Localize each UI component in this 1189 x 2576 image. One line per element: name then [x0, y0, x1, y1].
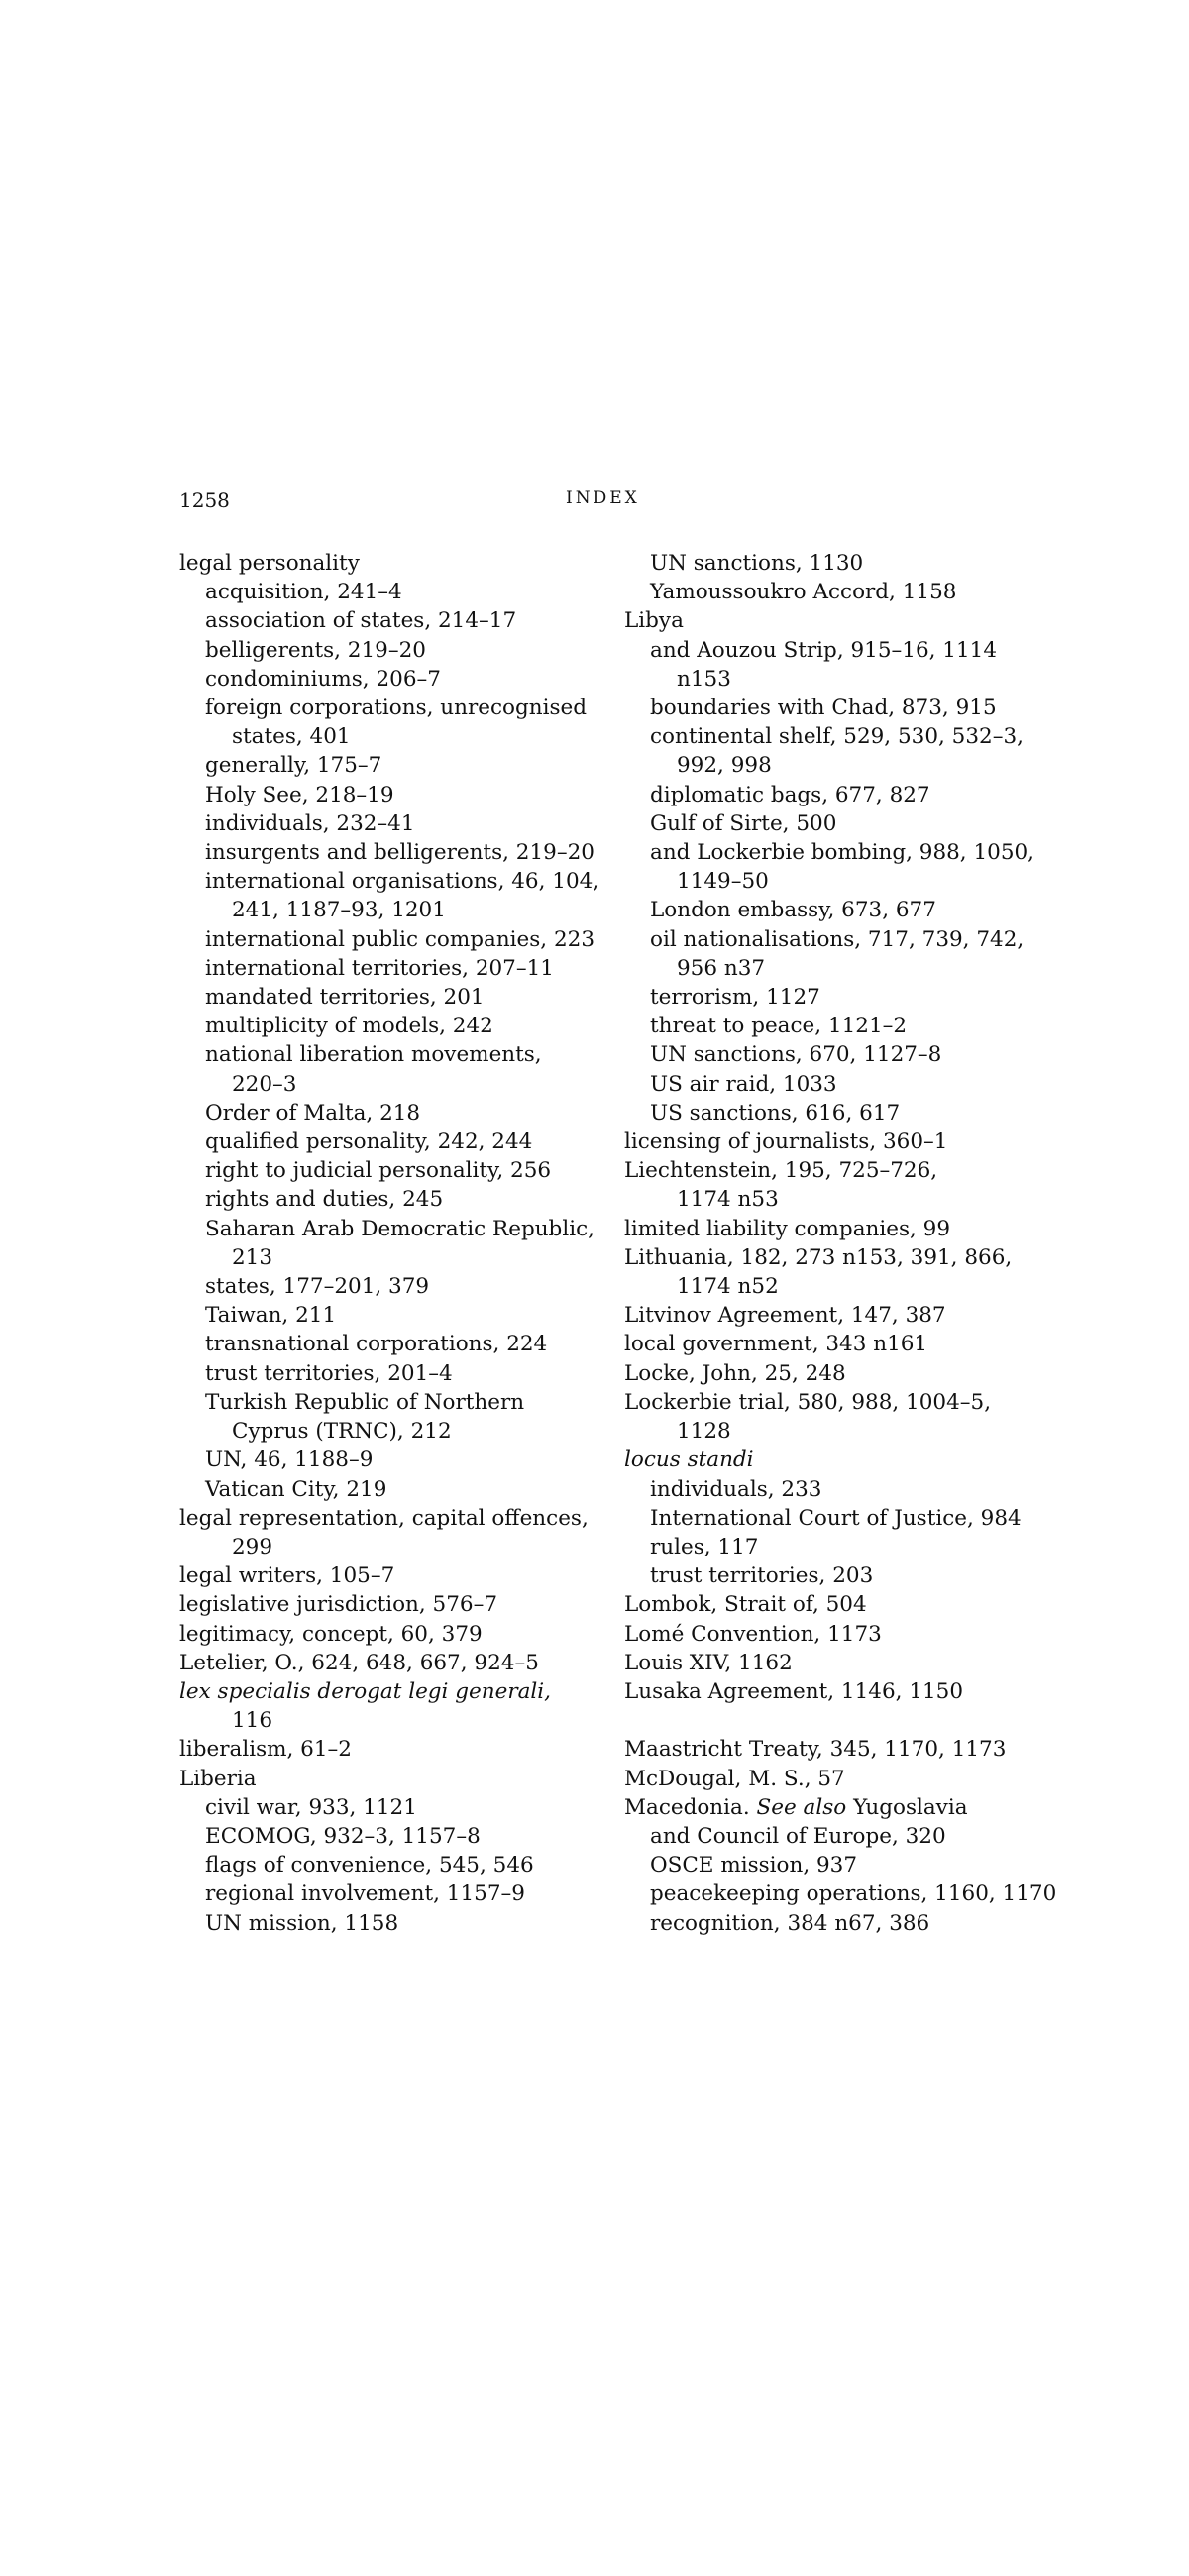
index-entry: International Court of Justice, 984	[650, 1505, 1022, 1531]
index-entry: association of states, 214–17	[205, 608, 517, 634]
index-entry: Vatican City, 219	[205, 1476, 387, 1502]
index-entry: trust territories, 201–4	[205, 1360, 453, 1386]
index-entry: licensing of journalists, 360–1	[624, 1129, 948, 1155]
index-entry: mandated territories, 201	[205, 985, 485, 1011]
index-entry: continental shelf, 529, 530, 532–3,	[650, 724, 1024, 750]
index-entry: transnational corporations, 224	[205, 1332, 548, 1357]
index-entry: 992, 998	[677, 753, 772, 779]
index-entry: rules, 117	[650, 1534, 759, 1559]
index-entry: trust territories, 203	[650, 1563, 874, 1589]
index-entry: 1128	[677, 1419, 731, 1445]
index-entry: Litvinov Agreement, 147, 387	[624, 1303, 946, 1329]
index-entry: 241, 1187–93, 1201	[232, 898, 446, 923]
index-entry: 220–3	[232, 1071, 297, 1097]
index-entry: diplomatic bags, 677, 827	[650, 782, 930, 807]
index-entry: legitimacy, concept, 60, 379	[179, 1621, 483, 1647]
index-entry: liberalism, 61–2	[179, 1737, 352, 1763]
index-entry: n153	[677, 666, 731, 692]
index-entry: Taiwan, 211	[205, 1303, 337, 1329]
index-entry: Saharan Arab Democratic Republic,	[205, 1216, 594, 1241]
page-number: 1258	[179, 488, 230, 512]
index-entry: foreign corporations, unrecognised	[205, 696, 587, 721]
index-entry: Lithuania, 182, 273 n153, 391, 866,	[624, 1244, 1013, 1270]
index-entry: Locke, John, 25, 248	[624, 1360, 846, 1386]
index-entry: 299	[232, 1534, 273, 1559]
index-entry: Liberia	[179, 1766, 257, 1791]
index-entry: civil war, 933, 1121	[205, 1794, 417, 1820]
see-also-target: Yugoslavia	[853, 1794, 968, 1820]
index-entry: belligerents, 219–20	[205, 637, 426, 663]
index-entry: Holy See, 218–19	[205, 782, 394, 807]
index-entry: condominiums, 206–7	[205, 666, 441, 692]
index-entry: ECOMOG, 932–3, 1157–8	[205, 1823, 481, 1849]
index-entry: Liechtenstein, 195, 725–726,	[624, 1158, 938, 1184]
index-entry: threat to peace, 1121–2	[650, 1014, 908, 1039]
index-entry: Gulf of Sirte, 500	[650, 810, 837, 836]
index-entry: flags of convenience, 545, 546	[205, 1853, 534, 1878]
index-entry: Order of Malta, 218	[205, 1100, 421, 1126]
index-entry: Letelier, O., 624, 648, 667, 924–5	[179, 1650, 539, 1675]
running-head: INDEX	[566, 488, 640, 508]
index-entry: right to judicial personality, 256	[205, 1158, 552, 1184]
index-entry	[624, 1793, 1060, 1822]
index-entry: London embassy, 673, 677	[650, 898, 936, 923]
page-header	[179, 488, 1012, 518]
index-entry: 956 n37	[677, 955, 766, 981]
see-also-label: See also	[756, 1794, 847, 1820]
index-entry: individuals, 233	[650, 1476, 822, 1502]
index-entry: 116	[232, 1708, 273, 1734]
index-entry: lex specialis derogat legi generali,	[179, 1678, 552, 1704]
index-entry: individuals, 232–41	[205, 810, 415, 836]
index-entry: Lomé Convention, 1173	[624, 1621, 882, 1647]
index-entry: US air raid, 1033	[650, 1071, 837, 1097]
index-entry: rights and duties, 245	[205, 1187, 444, 1213]
index-entry: international territories, 207–11	[205, 955, 554, 981]
index-entry: UN mission, 1158	[205, 1910, 399, 1936]
index-entry: peacekeeping operations, 1160, 1170	[650, 1881, 1057, 1907]
index-entry: boundaries with Chad, 873, 915	[650, 696, 997, 721]
index-entry: and Lockerbie bombing, 988, 1050,	[650, 840, 1035, 866]
index-entry: insurgents and belligerents, 219–20	[205, 840, 594, 866]
index-column-right	[624, 549, 1060, 1938]
index-entry: states, 177–201, 379	[205, 1274, 430, 1300]
index-entry: OSCE mission, 937	[650, 1853, 858, 1878]
index-entry: 1149–50	[677, 869, 769, 895]
index-entry: qualified personality, 242, 244	[205, 1129, 533, 1155]
index-entry: Libya	[624, 608, 684, 634]
index-entry: local government, 343 n161	[624, 1332, 928, 1357]
index-entry-term: Macedonia.	[624, 1794, 750, 1820]
index-entry: locus standi	[624, 1448, 754, 1473]
index-entry: legislative jurisdiction, 576–7	[179, 1592, 498, 1618]
index-entry: Lusaka Agreement, 1146, 1150	[624, 1678, 964, 1704]
section-gap	[624, 1706, 1060, 1735]
index-entry: multiplicity of models, 242	[205, 1014, 493, 1039]
index-entry: Lockerbie trial, 580, 988, 1004–5,	[624, 1389, 992, 1415]
index-column-left	[179, 549, 615, 1938]
index-entry: Louis XIV, 1162	[624, 1650, 793, 1675]
index-entry: 213	[232, 1244, 273, 1270]
index-entry: legal representation, capital offences,	[179, 1505, 589, 1531]
index-entry: terrorism, 1127	[650, 985, 820, 1011]
index-entry: and Council of Europe, 320	[650, 1823, 946, 1849]
index-entry: US sanctions, 616, 617	[650, 1100, 901, 1126]
index-entry: limited liability companies, 99	[624, 1216, 951, 1241]
index-entry: international organisations, 46, 104,	[205, 869, 600, 895]
index-entry: international public companies, 223	[205, 926, 595, 952]
index-entry: Lombok, Strait of, 504	[624, 1592, 867, 1618]
index-entry: UN sanctions, 1130	[650, 551, 864, 576]
index-entry: national liberation movements,	[205, 1042, 542, 1068]
index-entry: oil nationalisations, 717, 739, 742,	[650, 926, 1025, 952]
index-entry: legal writers, 105–7	[179, 1563, 395, 1589]
index-entry: generally, 175–7	[205, 753, 382, 779]
index-entry: acquisition, 241–4	[205, 580, 402, 605]
index-entry: recognition, 384 n67, 386	[650, 1910, 930, 1936]
index-entry: 1174 n52	[677, 1274, 779, 1300]
index-entry: and Aouzou Strip, 915–16, 1114	[650, 637, 998, 663]
index-entry: McDougal, M. S., 57	[624, 1766, 845, 1791]
index-entry: regional involvement, 1157–9	[205, 1881, 525, 1907]
index-entry: Maastricht Treaty, 345, 1170, 1173	[624, 1737, 1007, 1763]
index-entry: UN, 46, 1188–9	[205, 1448, 374, 1473]
index-entry: Yamoussoukro Accord, 1158	[650, 580, 957, 605]
index-entry: Turkish Republic of Northern	[205, 1389, 525, 1415]
index-entry: 1174 n53	[677, 1187, 779, 1213]
index-entry: states, 401	[232, 724, 351, 750]
index-entry: UN sanctions, 670, 1127–8	[650, 1042, 942, 1068]
index-entry: Cyprus (TRNC), 212	[232, 1419, 452, 1445]
index-entry: legal personality	[179, 551, 360, 576]
